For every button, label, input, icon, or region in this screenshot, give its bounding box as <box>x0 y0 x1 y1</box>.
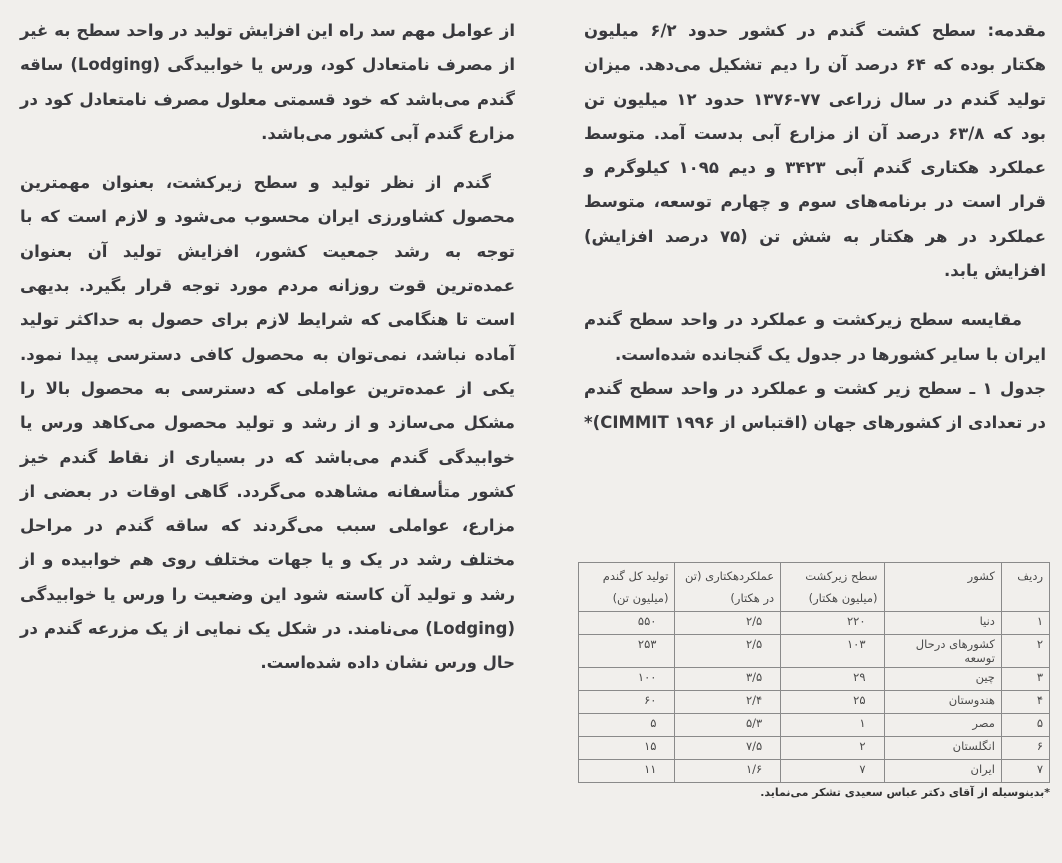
yield-cell: ۷/۵ <box>675 737 781 760</box>
row-number: ۶ <box>1001 737 1049 760</box>
table-header-row <box>579 563 1050 612</box>
country-cell: کشورهای درحال توسعه <box>884 635 1001 668</box>
comparison-paragraph: مقایسه سطح زیرکشت و عملکرد در واحد سطح گندم ایران با سایر کشورها در جدول یک گنجانده شده‌است. <box>584 310 1046 364</box>
table-row <box>579 737 1050 760</box>
production-cell: ۲۵۳ <box>579 635 675 668</box>
area-cell: ۲۵ <box>781 691 884 714</box>
production-cell: ۵ <box>579 714 675 737</box>
area-cell: ۲۲۰ <box>781 612 884 635</box>
table-caption: جدول ۱ ـ سطح زیر کشت و عملکرد در واحد سطح گندم در تعدادی از کشورهای جهان (اقتباس از CIMMIT ۱۹۹۶)* <box>584 378 1046 433</box>
row-number: ۳ <box>1001 668 1049 691</box>
table-row <box>579 760 1050 783</box>
header-production: تولید کل گندم (میلیون تن) <box>579 563 675 612</box>
yield-cell: ۵/۳ <box>675 714 781 737</box>
table-row <box>579 668 1050 691</box>
row-number: ۴ <box>1001 691 1049 714</box>
left-text-column <box>20 14 515 681</box>
area-cell: ۲ <box>781 737 884 760</box>
production-cell: ۶۰ <box>579 691 675 714</box>
wheat-table-container <box>578 562 1050 799</box>
country-cell: مصر <box>884 714 1001 737</box>
country-cell: دنیا <box>884 612 1001 635</box>
table-row <box>579 612 1050 635</box>
wheat-statistics-table <box>578 562 1050 783</box>
production-cell: ۱۱ <box>579 760 675 783</box>
country-cell: ایران <box>884 760 1001 783</box>
production-cell: ۱۰۰ <box>579 668 675 691</box>
intro-paragraph: مقدمه: سطح کشت گندم در کشور حدود ۶/۲ میلیون هکتار بوده که ۶۴ درصد آن را دیم تشکیل می‌دهد. میزان تولید گندم در سال زراعی ۷۷-۱۳۷۶ حدود ۱۲ میلیون تن بود که ۶۳/۸ درصد آن از مزارع آبی بدست آمد. متوسط عملکرد هکتاری گندم آبی ۳۴۲۳ و دیم ۱۰۹۵ کیلوگرم و قرار است در برنامه‌های سوم و چهارم توسعه، متوسط عملکرد در هر هکتار به شش تن (۷۵ درصد افزایش) افزایش یابد. <box>584 21 1047 281</box>
table-row <box>579 714 1050 737</box>
yield-cell: ۲/۴ <box>675 691 781 714</box>
header-yield: عملکردهکتاری (تن در هکتار) <box>675 563 781 612</box>
area-cell: ۷ <box>781 760 884 783</box>
left-paragraph-2: گندم از نظر تولید و سطح زیرکشت، بعنوان مهمترین محصول کشاورزی ایران محسوب می‌شود و لازم است که با توجه به رشد جمعیت کشور، افزایش تولید آن بعنوان عمده‌ترین قوت روزانه مردم مورد توجه قرار بگیرد. بدیهی است تا هنگامی که شرایط لازم برای حصول به حداکثر تولید آماده نباشد، نمی‌توان به محصول کافی دسترسی پیدا نمود. یکی از عمده‌ترین عواملی که دسترسی به محصول بالا را مشکل می‌سازد و از رشد و تولید محصول می‌کاهد ورس یا خوابیدگی گندم می‌باشد که در بسیاری از نقاط گندم خیز کشور متأسفانه مشاهده می‌گردد. گاهی اوقات در بعضی از مزارع، عواملی سبب می‌گردند که ساقه گندم در مراحل مختلف رشد در یک و یا جهات مختلف روی هم خوابیده و از رشد و تولید آن کاسته شود این وضعیت را ورس یا خوابیدگی (Lodging) می‌نامند. در شکل یک نمایی از یک مزرعه گندم در حال ورس نشان داده شده‌است. <box>20 173 515 673</box>
country-cell: چین <box>884 668 1001 691</box>
table-row <box>579 635 1050 668</box>
row-number: ۱ <box>1001 612 1049 635</box>
production-cell: ۵۵۰ <box>579 612 675 635</box>
yield-cell: ۲/۵ <box>675 635 781 668</box>
country-cell: هندوستان <box>884 691 1001 714</box>
table-footnote: *بدینوسیله از آقای دکتر عباس سعیدی تشکر می‌نماید. <box>760 786 1050 799</box>
yield-cell: ۳/۵ <box>675 668 781 691</box>
area-cell: ۱۰۳ <box>781 635 884 668</box>
header-country: کشور <box>884 563 1001 612</box>
right-text-column <box>584 14 1046 441</box>
yield-cell: ۱/۶ <box>675 760 781 783</box>
country-cell: انگلستان <box>884 737 1001 760</box>
production-cell: ۱۵ <box>579 737 675 760</box>
row-number: ۲ <box>1001 635 1049 668</box>
area-cell: ۲۹ <box>781 668 884 691</box>
row-number: ۷ <box>1001 760 1049 783</box>
table-row <box>579 691 1050 714</box>
header-area: سطح زیرکشت (میلیون هکتار) <box>781 563 884 612</box>
yield-cell: ۲/۵ <box>675 612 781 635</box>
left-paragraph-1: از عوامل مهم سد راه این افزایش تولید در واحد سطح به غیر از مصرف نامتعادل کود، ورس یا خوابیدگی (Lodging) ساقه گندم می‌باشد که خود قسمتی معلول مصرف نامتعادل کود در مزارع گندم آبی کشور می‌باشد. <box>20 21 515 143</box>
row-number: ۵ <box>1001 714 1049 737</box>
area-cell: ۱ <box>781 714 884 737</box>
header-row-number: ردیف <box>1001 563 1049 612</box>
